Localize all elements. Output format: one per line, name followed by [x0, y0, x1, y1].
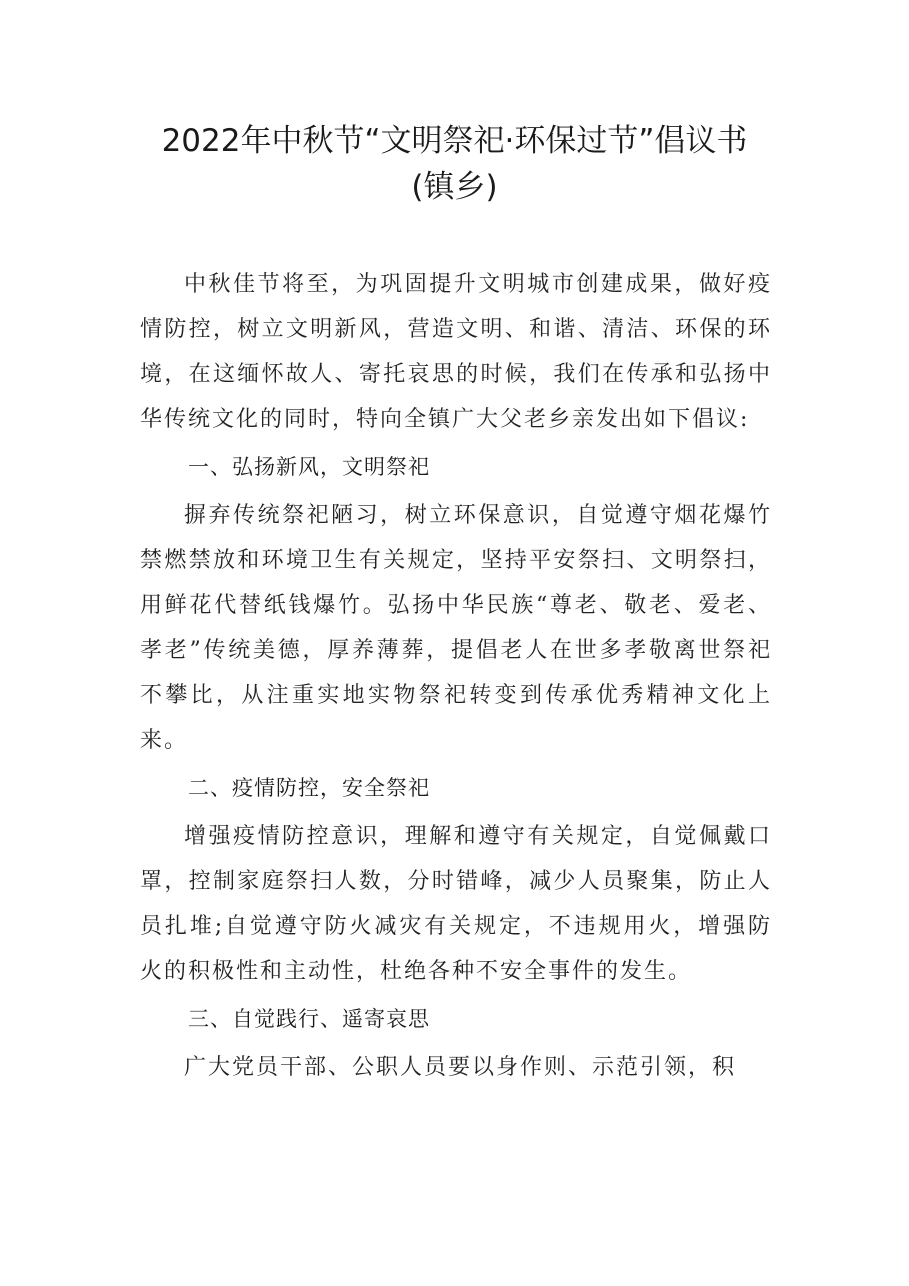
section-heading-2: 二、疫情防控，安全祭祀 [188, 776, 430, 800]
section-paragraph-1: 摒弃传统祭祀陋习，树立环保意识，自觉遵守烟花爆竹禁燃禁放和环境卫生有关规定，坚持平安祭扫、文明祭扫，用鲜花代替纸钱爆竹。弘扬中华民族“尊老、敬老、爱老、孝老”传统美德，厚养薄葬，提倡老人在世多孝敬离世祭祀不攀比，从注重实地实物祭祀转变到传承优秀精神文化上来。 [140, 503, 772, 753]
intro-paragraph: 中秋佳节将至，为巩固提升文明城市创建成果，做好疫情防控，树立文明新风，营造文明、和谐、清洁、环保的环境，在这缅怀故人、寄托哀思的时候，我们在传承和弘扬中华传统文化的同时，特向全镇广大父老乡亲发出如下倡议: [140, 272, 772, 432]
document-title [90, 118, 819, 210]
title-line-subtitle: (镇乡) [411, 169, 498, 205]
section-heading-3: 三、自觉践行、遥寄哀思 [188, 1007, 430, 1031]
section-heading-1: 一、弘扬新风，文明祭祀 [188, 455, 430, 479]
section-paragraph-3: 广大党员干部、公职人员要以身作则、示范引领，积 [184, 1055, 737, 1080]
title-line-main: 2022年中秋节“文明祭祀·环保过节”倡议书 [161, 123, 748, 159]
section-paragraph-2: 增强疫情防控意识，理解和遵守有关规定，自觉佩戴口罩，控制家庭祭扫人数，分时错峰，减少人员聚集，防止人员扎堆;自觉遵守防火减灾有关规定，不违规用火，增强防火的积极性和主动性，杜绝各种不安全事件的发生。 [140, 824, 772, 984]
document-body [140, 262, 772, 1090]
